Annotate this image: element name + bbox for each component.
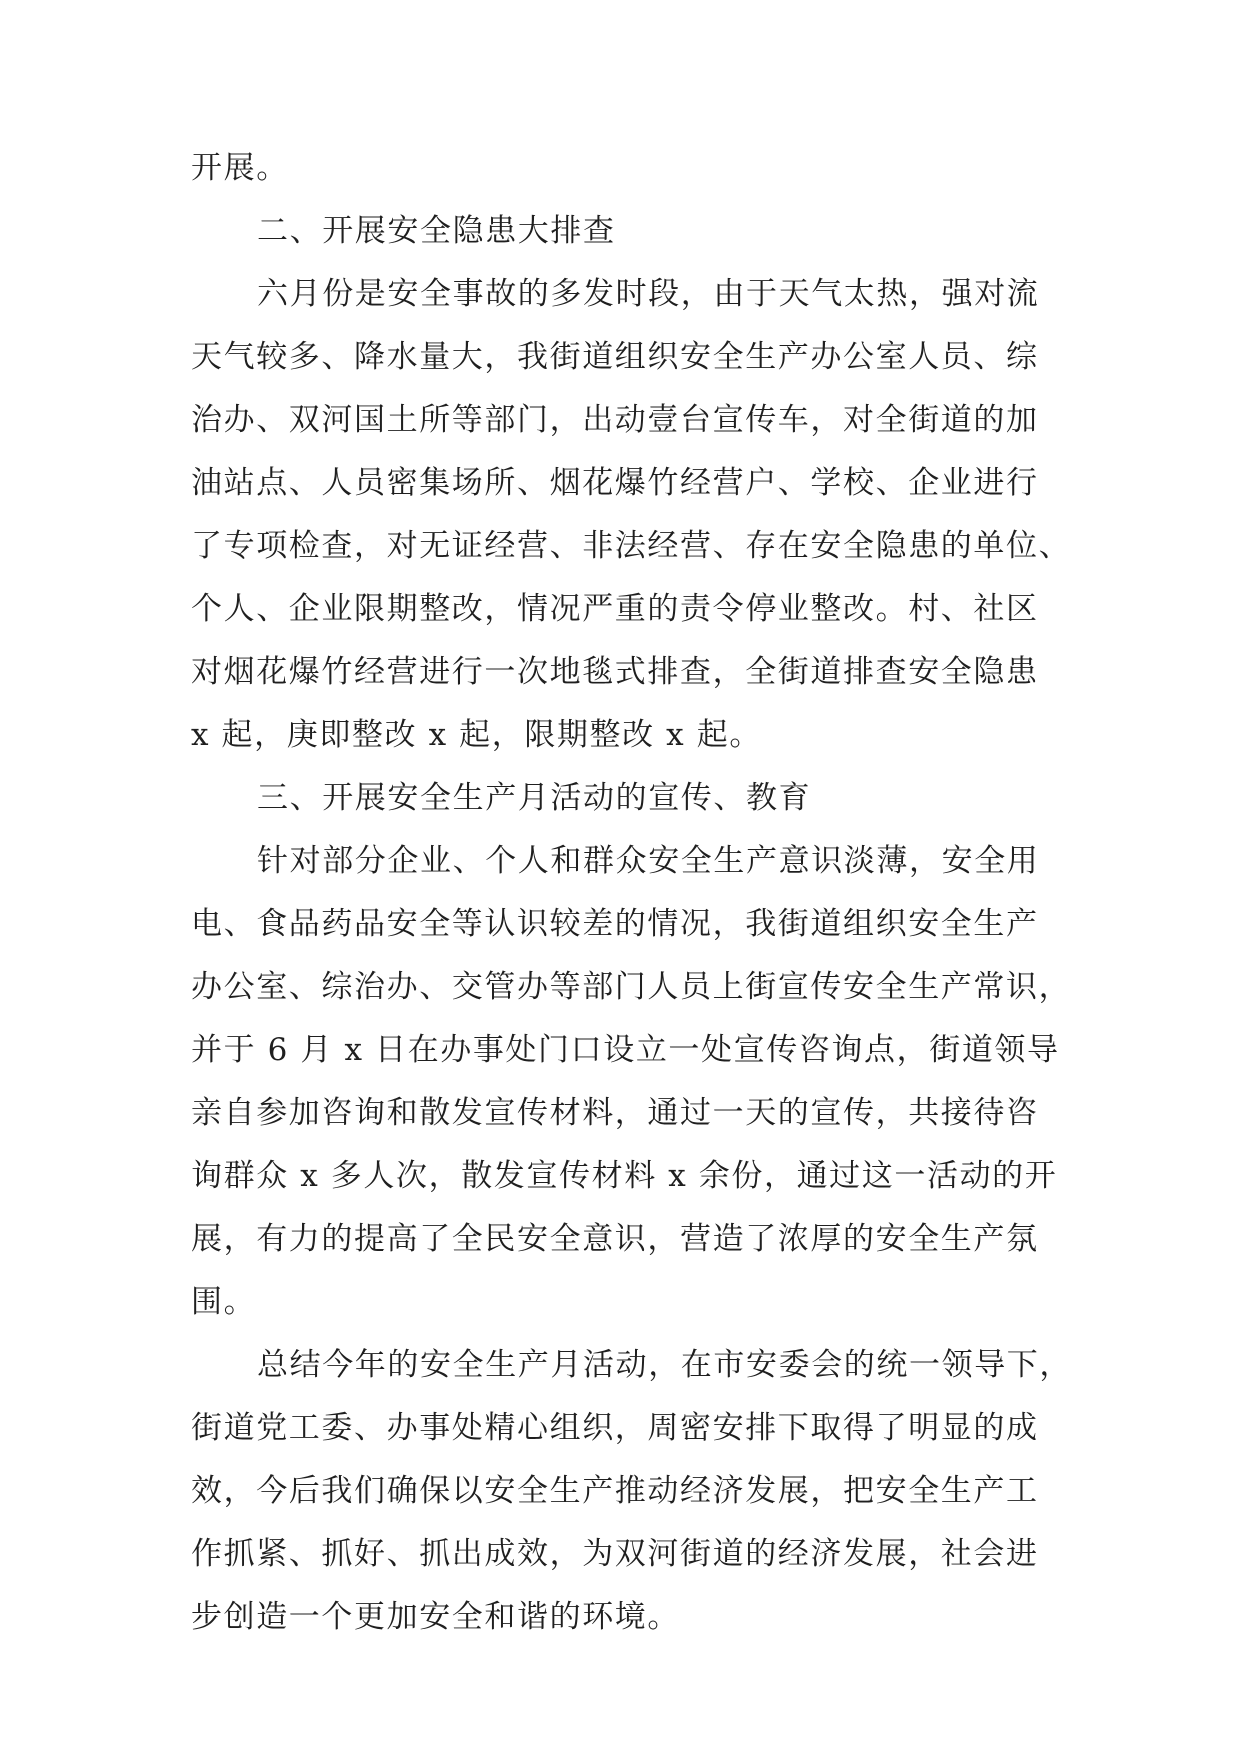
text-line: 总结今年的安全生产月活动，在市安委会的统一领导下，: [257, 1347, 1072, 1383]
section-heading: 三、开展安全生产月活动的宣传、教育: [257, 780, 812, 816]
text-line: 对烟花爆竹经营进行一次地毯式排查，全街道排查安全隐患: [191, 654, 1039, 690]
text-line: 办公室、综治办、交管办等部门人员上街宣传安全生产常识，: [191, 969, 1072, 1005]
text-line: 油站点、人员密集场所、烟花爆竹经营户、学校、企业进行: [191, 465, 1039, 501]
text-line: 街道党工委、办事处精心组织，周密安排下取得了明显的成: [191, 1410, 1039, 1446]
text-line: 了专项检查，对无证经营、非法经营、存在安全隐患的单位、: [191, 528, 1072, 564]
text-line: 天气较多、降水量大，我街道组织安全生产办公室人员、综: [191, 339, 1039, 375]
text-line: 并于 6 月 x 日在办事处门口设立一处宣传咨询点，街道领导: [191, 1032, 1060, 1068]
text-line: 效，今后我们确保以安全生产推动经济发展，把安全生产工: [191, 1473, 1039, 1509]
text-line: 针对部分企业、个人和群众安全生产意识淡薄，安全用: [257, 843, 1040, 879]
text-line: 个人、企业限期整改，情况严重的责令停业整改。村、社区: [191, 591, 1039, 627]
text-line: 电、食品药品安全等认识较差的情况，我街道组织安全生产: [191, 906, 1039, 942]
text-line: 作抓紧、抓好、抓出成效，为双河街道的经济发展，社会进: [191, 1536, 1039, 1572]
section-heading: 二、开展安全隐患大排查: [257, 213, 616, 249]
text-line: 步创造一个更加安全和谐的环境。: [191, 1599, 680, 1635]
text-line: 围。: [191, 1284, 257, 1320]
text-line: 治办、双河国土所等部门，出动壹台宣传车，对全街道的加: [191, 402, 1039, 438]
text-line: x 起，庚即整改 x 起，限期整改 x 起。: [191, 717, 762, 753]
document-page: [191, 137, 1072, 1649]
text-line: 询群众 x 多人次，散发宣传材料 x 余份，通过这一活动的开: [191, 1158, 1058, 1194]
text-line: 六月份是安全事故的多发时段，由于天气太热，强对流: [257, 276, 1040, 312]
text-line: 亲自参加咨询和散发宣传材料，通过一天的宣传，共接待咨: [191, 1095, 1039, 1131]
text-line: 展，有力的提高了全民安全意识，营造了浓厚的安全生产氛: [191, 1221, 1039, 1257]
text-line: 开展。: [191, 150, 289, 186]
